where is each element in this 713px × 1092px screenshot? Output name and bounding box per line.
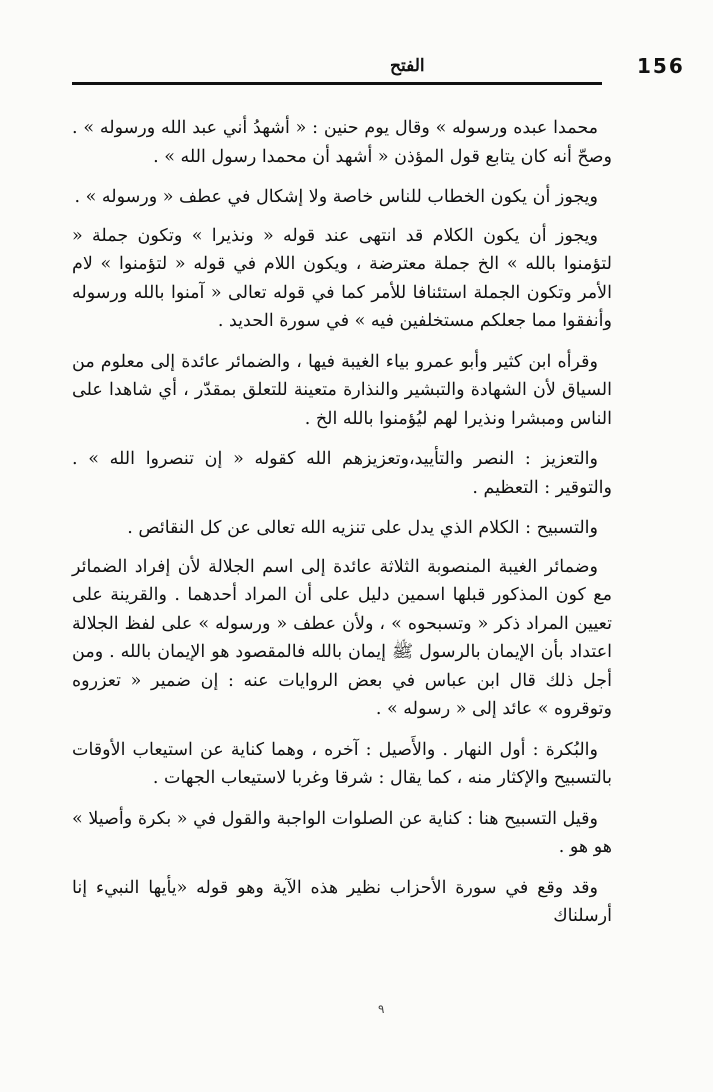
page-header (72, 48, 685, 84)
paragraph-10: وقد وقع في سورة الأحزاب نظير هذه الآية وهو قوله «يأيها النبيء إنا أرسلناك (72, 877, 612, 926)
paragraph-2: ويجوز أن يكون الخطاب للناس خاصة ولا إشكال في عطف « ورسوله » . (74, 187, 598, 207)
paragraph-1: محمدا عبده ورسوله » وقال يوم حنين : « أشهدُ أني عبد الله ورسوله » . وصحّ أنه كان يتابع قول المؤذن « أشهد أن محمدا رسول الله » . (72, 118, 612, 167)
paragraph-4: وقرأه ابن كثير وأبو عمرو بياء الغيبة فيها ، والضمائر عائدة إلى معلوم من السياق لأن الشهادة والتبشير والنذارة متعينة للتعلق بمقدّر ، أي شاهدا على الناس ومبشرا ونذيرا لهم ليُؤمنوا بالله الخ . (72, 351, 612, 429)
paragraph-8: والبُكرة : أول النهار . والأَصيل : آخره ، وهما كناية عن استيعاب الأوقات بالتسبيح والإكثار منه ، كما يقال : شرقا وغربا لاستيعاب الجهات . (72, 739, 612, 788)
header-rule (72, 82, 602, 85)
running-title: الفتح (390, 56, 425, 76)
paragraph-5: والتعزيز : النصر والتأييد،وتعزيزهم الله كقوله « إن تنصروا الله » . والتوقير : التعظيم . (72, 449, 612, 498)
paragraph-7: وضمائر الغيبة المنصوبة الثلاثة عائدة إلى اسم الجلالة لأن إفراد الضمائر مع كون المذكور قبلها اسمين دليل على أن المراد أحدهما . والقرينة على تعيين المراد ذكر « وتسبحوه » ، ولأن عطف « ورسوله » على لفظ الجلالة اعتداد بأن الإيمان بالرسول ﷺ إيمان بالله فالمقصود هو الإيمان بالله . ومن أجل ذلك قال ابن عباس في بعض الروايات عنه : إن ضمير « تعزروه وتوقروه » عائد إلى « رسوله » . (72, 556, 612, 719)
footer-mark: ٩ (378, 1002, 385, 1016)
body-text (72, 114, 612, 943)
paragraph-9: وقيل التسبيح هنا : كناية عن الصلوات الواجبة والقول في « بكرة وأصيلا » هو هو . (72, 808, 612, 857)
paragraph-6: والتسبيح : الكلام الذي يدل على تنزيه الله تعالى عن كل النقائص . (127, 518, 598, 538)
paragraph-3: ويجوز أن يكون الكلام قد انتهى عند قوله « ونذيرا » وتكون جملة « لتؤمنوا بالله » الخ جملة معترضة ، ويكون اللام في قوله « لتؤمنوا » لام الأمر وتكون الجملة استئنافا للأمر كما في قوله تعالى « آمنوا بالله ورسوله وأنفقوا مما جعلكم مستخلفين فيه » في سورة الحديد . (72, 225, 612, 331)
page-number: 156 (637, 54, 685, 78)
